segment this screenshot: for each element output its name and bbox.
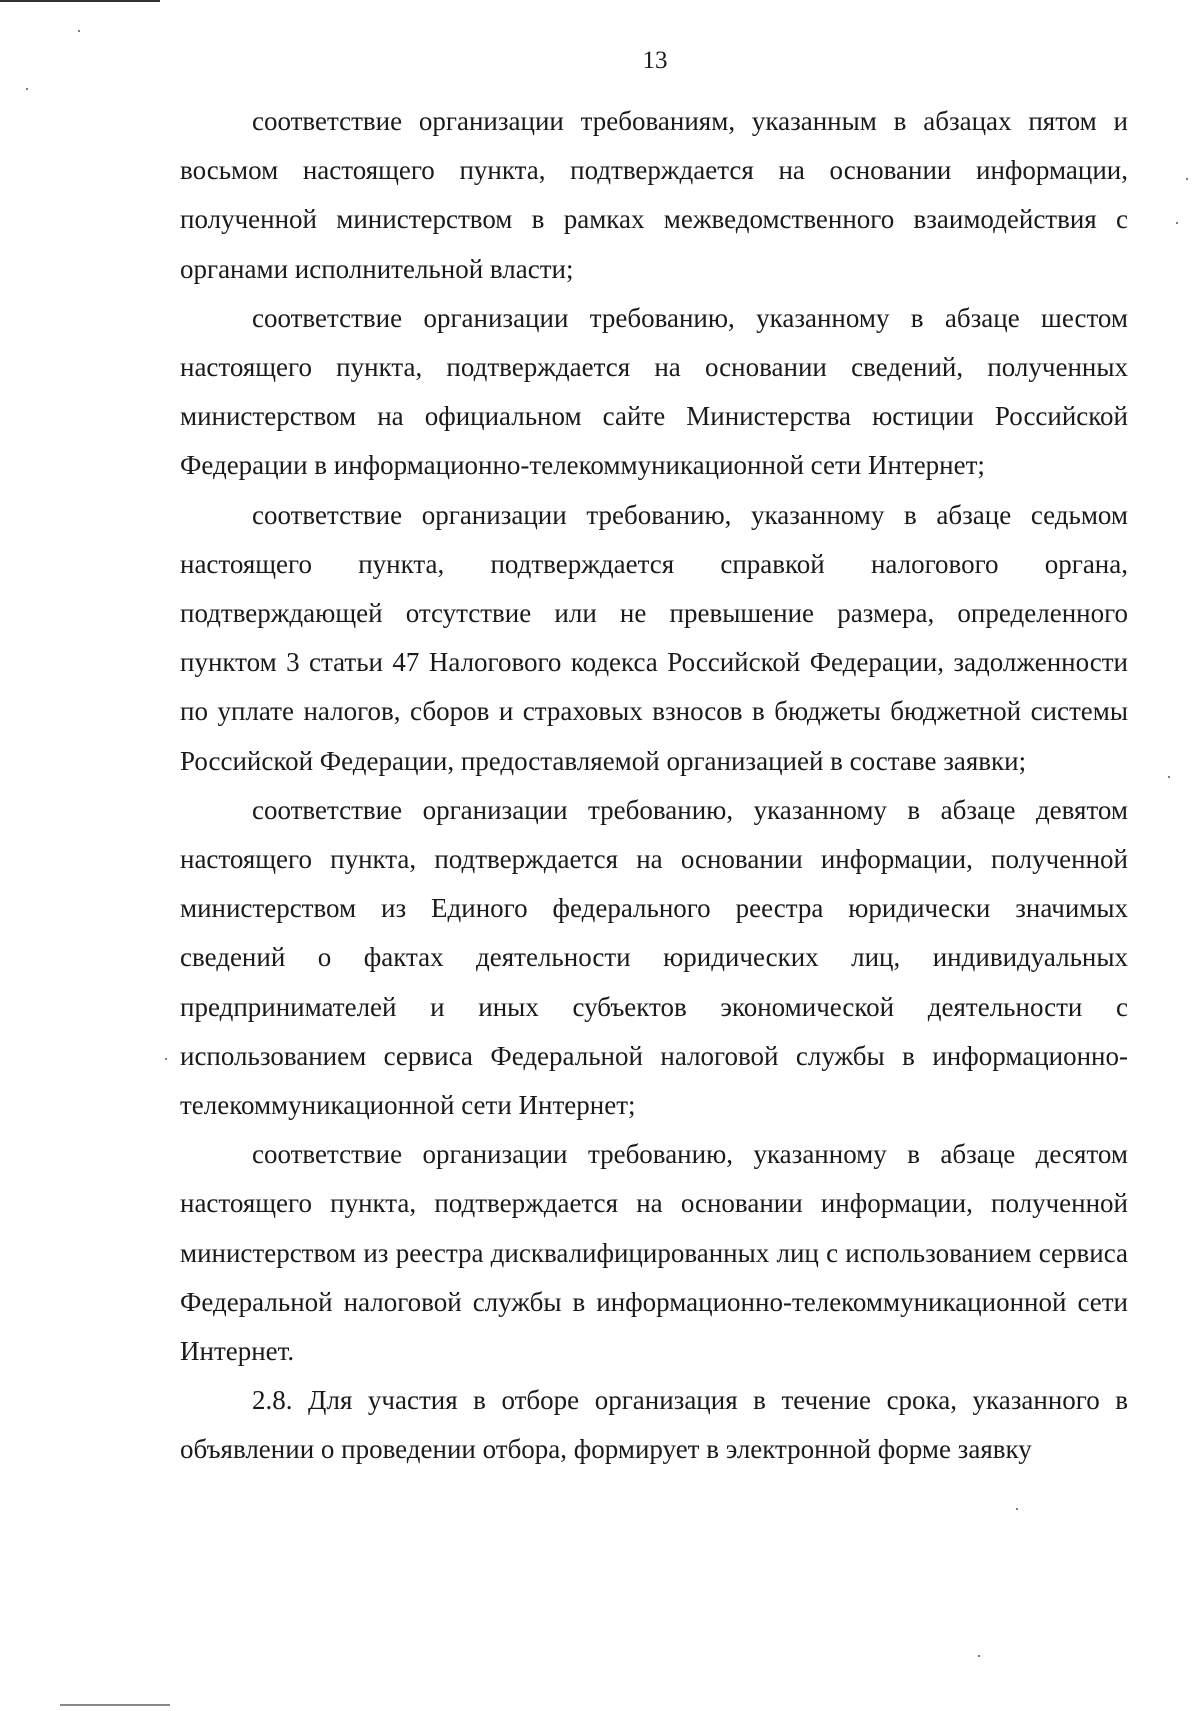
paragraph: соответствие организации требованию, указанному в абзаце десятом настоящего пункта, подтверждается на основании информации, полученной министерством из реестра дисквалифицированных лиц с использованием сервиса Федеральной налоговой службы в информационно-телекоммуникационной сети Интернет. [180, 1139, 1128, 1367]
scan-speck [78, 30, 80, 32]
scan-speck [26, 88, 28, 90]
scan-speck [1176, 222, 1178, 224]
scan-speck [978, 1655, 980, 1657]
paragraph: соответствие организации требованию, указанному в абзаце шестом настоящего пункта, подтверждается на основании сведений, полученных министерством на официальном сайте Министерства юстиции Российской Федерации в информационно-телекоммуникационной сети Интернет; [180, 302, 1128, 481]
scan-speck [1016, 1508, 1018, 1510]
paragraph: соответствие организации требованию, указанному в абзаце седьмом настоящего пункта, подтверждается справкой налогового органа, подтверждающей отсутствие или не превышение размера, определенного пунктом 3 статьи 47 Налогового кодекса Российской Федерации, задолженности по уплате налогов, сборов и страховых взносов в бюджеты бюджетной системы Российской Федерации, предоставляемой организацией в составе заявки; [180, 499, 1128, 776]
scan-speck [1186, 178, 1188, 180]
scan-edge-mark-bottom [60, 1704, 170, 1706]
document-body [180, 97, 1128, 1475]
paragraph: соответствие организации требованиям, указанным в абзацах пятом и восьмом настоящего пункта, подтверждается на основании информации, полученной министерством в рамках межведомственного взаимодействия с органами исполнительной власти; [180, 106, 1128, 284]
scan-speck [1168, 776, 1170, 778]
paragraph: соответствие организации требованию, указанному в абзаце девятом настоящего пункта, подтверждается на основании информации, полученной министерством из Единого федерального реестра юридически значимых сведений о фактах деятельности юридических лиц, индивидуальных предпринимателей и иных субъектов экономической деятельности с использованием сервиса Федеральной налоговой службы в информационно-телекоммуникационной сети Интернет; [180, 794, 1128, 1121]
paragraph: 2.8. Для участия в отборе организация в течение срока, указанного в объявлении о проведении отбора, формирует в электронной форме заявку [180, 1385, 1128, 1465]
page-number: 13 [642, 47, 668, 74]
scan-edge-mark-top [0, 0, 160, 2]
scan-speck [165, 1058, 167, 1060]
